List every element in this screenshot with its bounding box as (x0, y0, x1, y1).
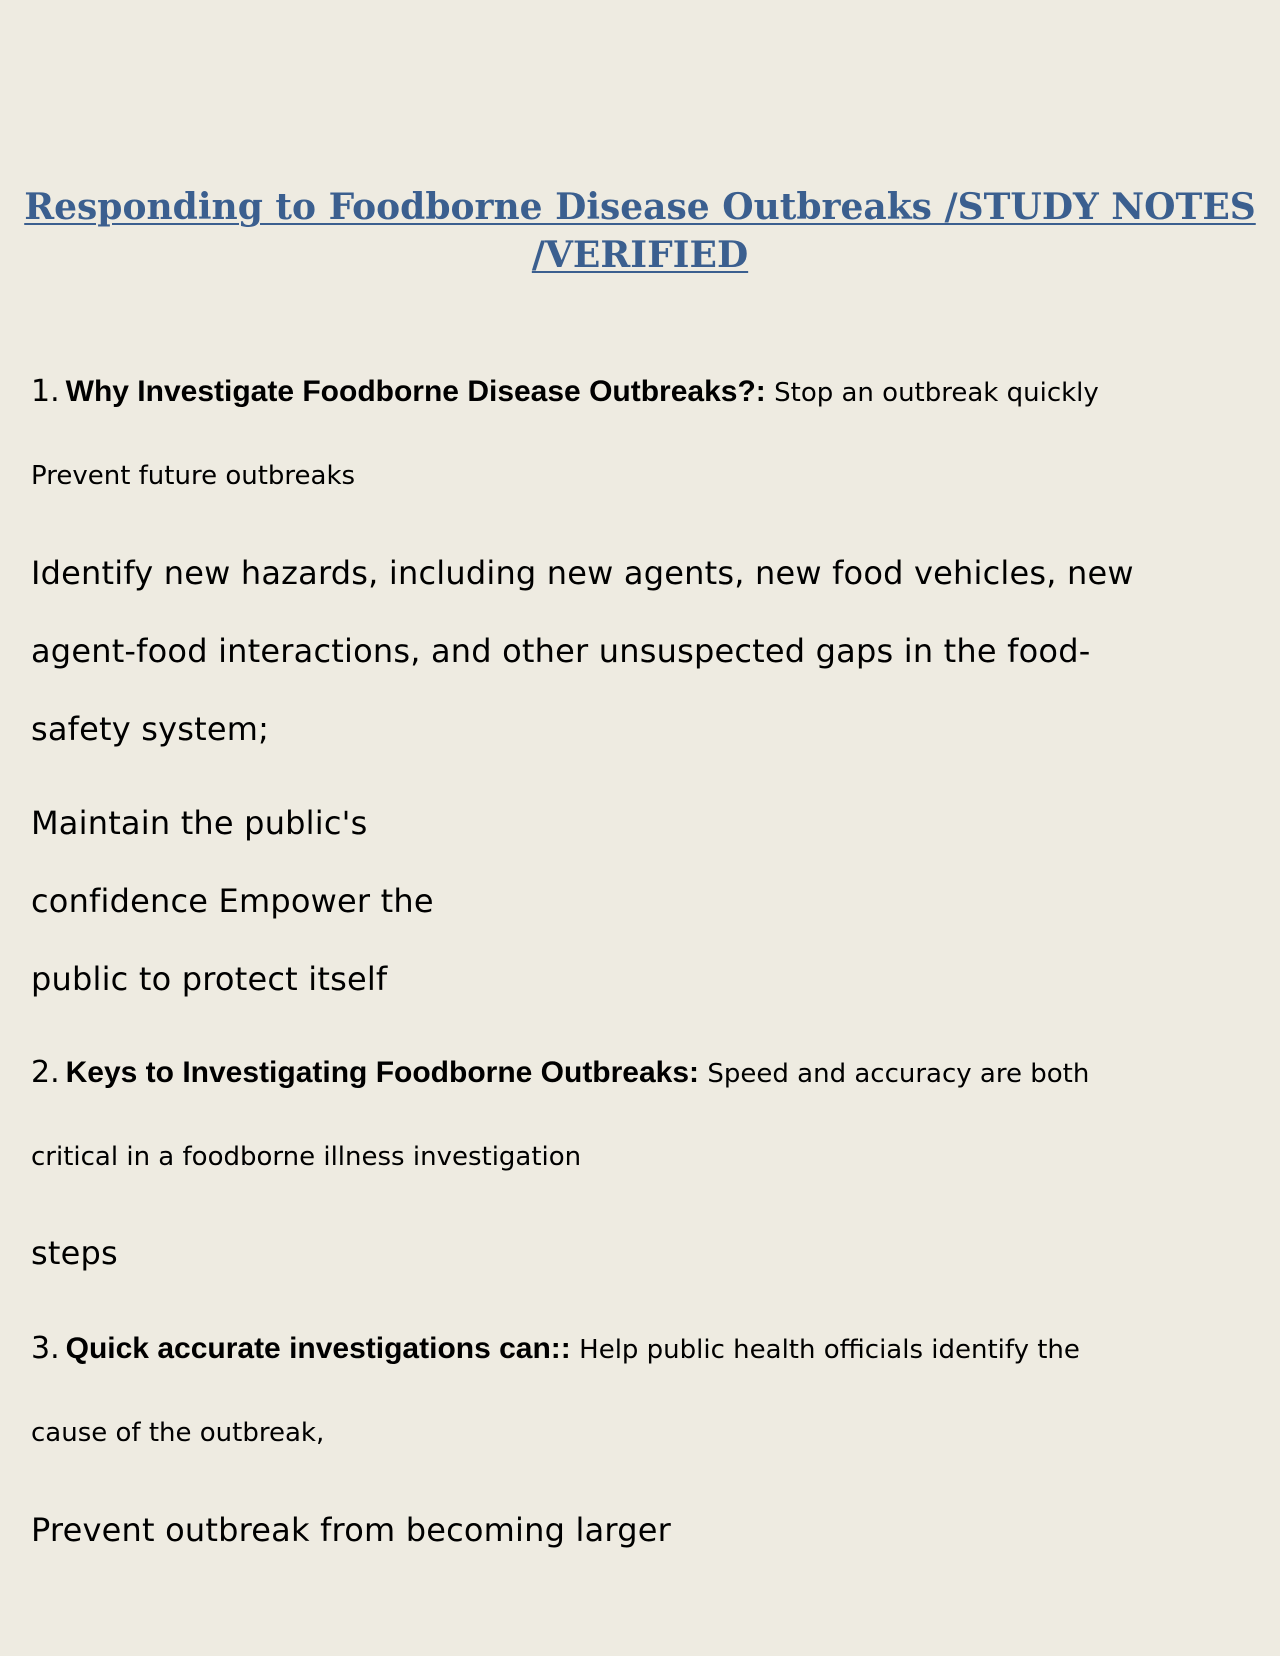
answer-paragraph: confidence Empower the (31, 882, 434, 920)
question-1 (31, 374, 1099, 409)
answer-continuation: Prevent future outbreaks (31, 461, 356, 491)
question-number: 2. (31, 1055, 60, 1090)
title-line-2: /VERIFIED (531, 234, 749, 276)
question-label: Keys to Investigating Foodborne Outbreaks: (65, 1056, 700, 1089)
document-title (0, 183, 1280, 279)
answer-continuation: critical in a foodborne illness investigation (31, 1142, 582, 1172)
question-number: 1. (31, 374, 60, 409)
answer-paragraph: safety system; (31, 710, 270, 748)
question-3 (31, 1331, 1080, 1366)
title-line-1: Responding to Foodborne Disease Outbreaks /STUDY NOTES (24, 186, 1256, 228)
question-number: 3. (31, 1331, 60, 1366)
answer-paragraph: steps (31, 1234, 118, 1272)
answer-paragraph: public to protect itself (31, 960, 388, 998)
answer-paragraph: Prevent outbreak from becoming larger (31, 1511, 671, 1549)
answer-paragraph: Maintain the public's (31, 804, 368, 842)
answer-text: Help public health officials identify the (579, 1335, 1080, 1365)
answer-continuation: cause of the outbreak, (31, 1418, 325, 1448)
answer-text: Stop an outbreak quickly (774, 378, 1099, 408)
answer-paragraph: Identify new hazards, including new agents, new food vehicles, new (31, 554, 1134, 592)
question-label: Quick accurate investigations can:: (65, 1332, 571, 1365)
answer-text: Speed and accuracy are both (707, 1059, 1090, 1089)
answer-paragraph: agent-food interactions, and other unsuspected gaps in the food- (31, 632, 1091, 670)
question-label: Why Investigate Foodborne Disease Outbreaks?: (65, 375, 766, 408)
question-2 (31, 1055, 1089, 1090)
